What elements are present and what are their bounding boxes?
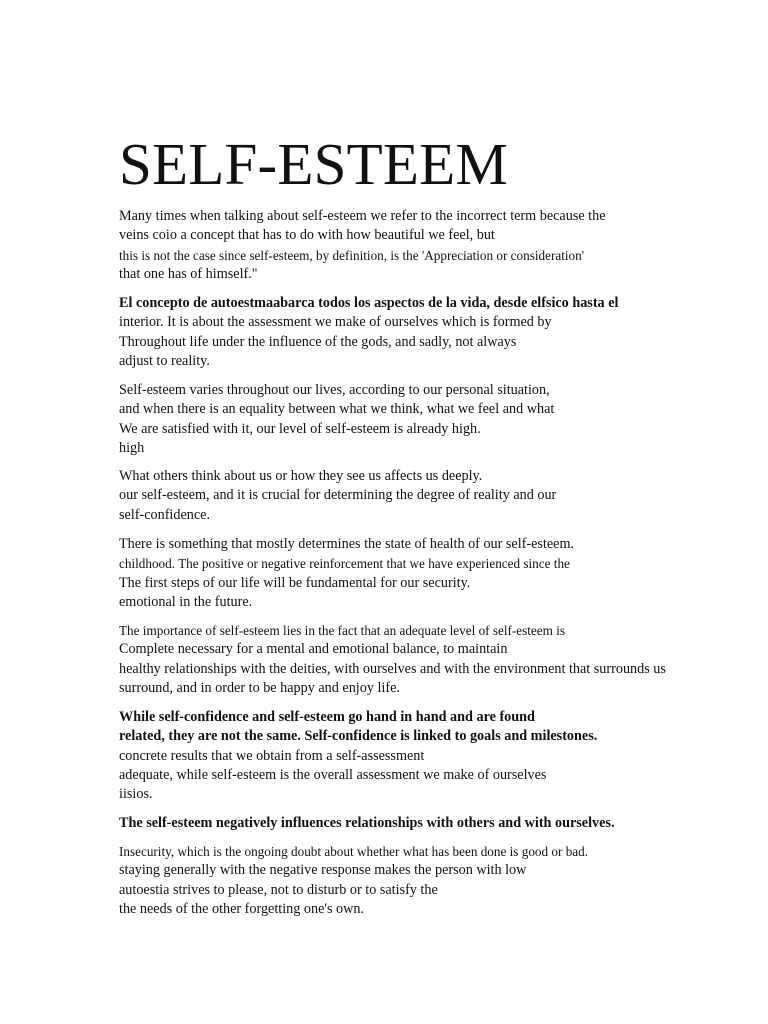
paragraph-7 [119,708,597,804]
paragraph-line: healthy relationships with the deities, with ourselves and with the environment that surrounds us [119,660,666,677]
paragraph-line: surround, and in order to be happy and enjoy life. [119,679,400,696]
paragraph-line: childhood. The positive or negative reinforcement that we have experienced since the [119,556,570,572]
paragraph-line: related, they are not the same. Self-confidence is linked to goals and milestones. [119,728,598,745]
paragraph-9 [119,842,588,919]
paragraph-line: Insecurity, which is the ongoing doubt about whether what has been done is good or bad. [119,844,589,859]
paragraph-line: that one has of himself." [119,265,258,282]
page-title: SELF-ESTEEM [119,131,508,197]
paragraph-5 [119,535,574,612]
paragraph-line: The first steps of our life will be fundamental for our security. [119,574,471,591]
paragraph-line: and when there is an equality between what we think, what we feel and what [119,401,555,418]
paragraph-line: There is something that mostly determines the state of health of our self-esteem. [119,536,575,552]
paragraph-line: emotional in the future. [119,593,253,610]
paragraph-line: We are satisfied with it, our level of self-esteem is already high. [119,420,481,437]
paragraph-line: The self-esteem negatively influences relationships with others and with ourselves. [119,815,615,831]
paragraph-line: iisios. [119,786,153,803]
paragraph-line: our self-esteem, and it is crucial for determining the degree of reality and our [119,487,557,504]
paragraph-2 [119,294,618,371]
paragraph-line: While self-confidence and self-esteem go hand in hand and are found [119,709,535,725]
paragraph-line: Complete necessary for a mental and emotional balance, to maintain [119,641,508,658]
paragraph-line: Self-esteem varies throughout our lives, according to our personal situation, [119,382,550,398]
paragraph-line: interior. It is about the assessment we make of ourselves which is formed by [119,314,552,331]
paragraph-line: self-confidence. [119,506,210,523]
paragraph-line: Many times when talking about self-esteem we refer to the incorrect term because the [119,208,606,224]
paragraph-3 [119,381,554,458]
paragraph-line: staying generally with the negative response makes the person with low [119,862,527,879]
paragraph-1 [119,207,606,284]
paragraph-line: this is not the case since self-esteem, by definition, is the 'Appreciation or consideration' [119,247,585,263]
paragraph-line: high [119,439,145,456]
paragraph-6 [119,621,666,698]
paragraph-line: The importance of self-esteem lies in the fact that an adequate level of self-esteem is [119,623,565,638]
paragraph-line: El concepto de autoestmaabarca todos los aspectos de la vida, desde elfsico hasta el [119,295,619,311]
paragraph-line: veins coio a concept that has to do with how beautiful we feel, but [119,227,495,244]
paragraph-8 [119,814,615,833]
paragraph-line: adjust to reality. [119,352,210,369]
paragraph-line: What others think about us or how they see us affects us deeply. [119,468,483,484]
paragraph-line: adequate, while self-esteem is the overall assessment we make of ourselves [119,766,547,783]
paragraph-line: the needs of the other forgetting one's own. [119,900,364,917]
paragraph-line: Throughout life under the influence of the gods, and sadly, not always [119,333,517,350]
paragraph-line: autoestia strives to please, not to disturb or to satisfy the [119,881,438,898]
paragraph-line: concrete results that we obtain from a self-assessment [119,747,425,764]
paragraph-4 [119,467,556,525]
